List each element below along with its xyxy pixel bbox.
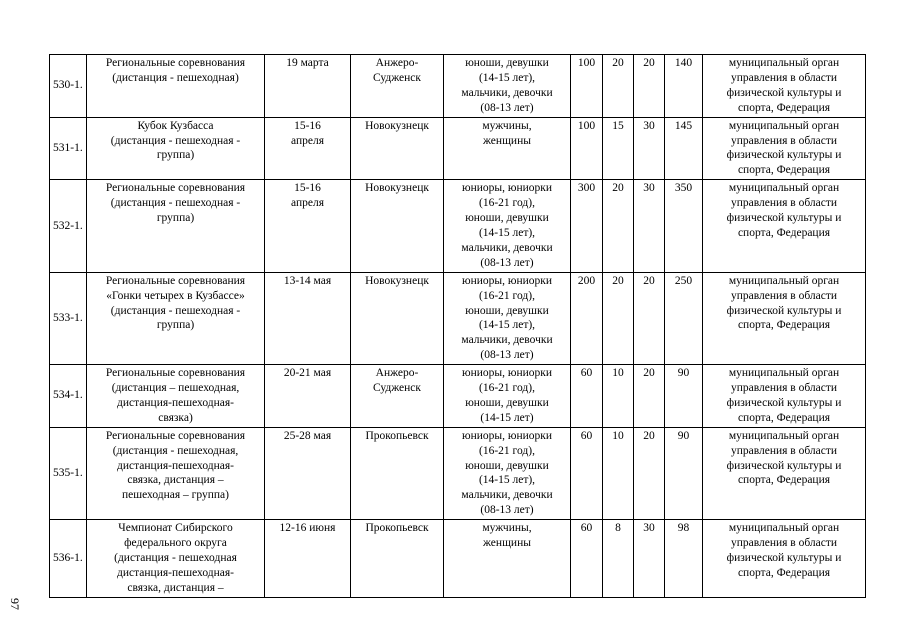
judges-count: 10 (603, 365, 634, 428)
organizer: муниципальный орган управления в области физической культуры и спорта, Федерация (703, 520, 866, 598)
event-date: 13-14 мая (265, 272, 351, 364)
events-table (49, 54, 866, 598)
total-count: 350 (665, 180, 703, 272)
event-place: Прокопьевск (351, 427, 444, 519)
participant-category: юноши, девушки (14-15 лет), мальчики, девочки (08-13 лет) (444, 55, 571, 118)
judges-count: 8 (603, 520, 634, 598)
organizer: муниципальный орган управления в области физической культуры и спорта, Федерация (703, 117, 866, 180)
organizer: муниципальный орган управления в области физической культуры и спорта, Федерация (703, 427, 866, 519)
event-place: Прокопьевск (351, 520, 444, 598)
judges-count: 15 (603, 117, 634, 180)
event-name: Региональные соревнования (дистанция - пешеходная - группа) (87, 180, 265, 272)
row-number: 531-1. (50, 117, 87, 180)
event-name: Чемпионат Сибирского федерального округа (дистанция - пешеходная дистанция-пешеходная- связка, дистанция – (87, 520, 265, 598)
events-table-body (50, 55, 866, 598)
event-place: Новокузнецк (351, 117, 444, 180)
table-row (50, 117, 866, 180)
table-row (50, 55, 866, 118)
row-number: 536-1. (50, 520, 87, 598)
coaches-count: 30 (634, 117, 665, 180)
table-row (50, 365, 866, 428)
event-name: Региональные соревнования «Гонки четырех в Кузбассе» (дистанция - пешеходная - группа) (87, 272, 265, 364)
participant-category: мужчины, женщины (444, 520, 571, 598)
participant-category: юниоры, юниорки (16-21 год), юноши, девушки (14-15 лет), мальчики, девочки (08-13 лет) (444, 427, 571, 519)
participants-count: 200 (571, 272, 603, 364)
judges-count: 20 (603, 272, 634, 364)
event-date: 15-16 апреля (265, 180, 351, 272)
event-name: Региональные соревнования (дистанция - пешеходная) (87, 55, 265, 118)
organizer: муниципальный орган управления в области физической культуры и спорта, Федерация (703, 272, 866, 364)
organizer: муниципальный орган управления в области физической культуры и спорта, Федерация (703, 55, 866, 118)
total-count: 90 (665, 427, 703, 519)
coaches-count: 20 (634, 427, 665, 519)
row-number: 530-1. (50, 55, 87, 118)
participants-count: 60 (571, 520, 603, 598)
table-row (50, 180, 866, 272)
row-number: 535-1. (50, 427, 87, 519)
table-row (50, 427, 866, 519)
event-name: Региональные соревнования (дистанция – пешеходная, дистанция-пешеходная- связка) (87, 365, 265, 428)
event-date: 12-16 июня (265, 520, 351, 598)
event-name: Региональные соревнования (дистанция - пешеходная, дистанция-пешеходная- связка, дистанция – пешеходная – группа) (87, 427, 265, 519)
organizer: муниципальный орган управления в области физической культуры и спорта, Федерация (703, 180, 866, 272)
row-number: 533-1. (50, 272, 87, 364)
event-place: Анжеро- Судженск (351, 365, 444, 428)
judges-count: 20 (603, 180, 634, 272)
participant-category: юниоры, юниорки (16-21 год), юноши, девушки (14-15 лет), мальчики, девочки (08-13 лет) (444, 272, 571, 364)
participant-category: юниоры, юниорки (16-21 год), юноши, девушки (14-15 лет), мальчики, девочки (08-13 лет) (444, 180, 571, 272)
coaches-count: 30 (634, 520, 665, 598)
total-count: 145 (665, 117, 703, 180)
event-place: Анжеро- Судженск (351, 55, 444, 118)
participant-category: мужчины, женщины (444, 117, 571, 180)
event-place: Новокузнецк (351, 272, 444, 364)
event-date: 25-28 мая (265, 427, 351, 519)
coaches-count: 20 (634, 55, 665, 118)
participants-count: 60 (571, 365, 603, 428)
total-count: 140 (665, 55, 703, 118)
row-number: 534-1. (50, 365, 87, 428)
table-row (50, 272, 866, 364)
total-count: 98 (665, 520, 703, 598)
total-count: 90 (665, 365, 703, 428)
participant-category: юниоры, юниорки (16-21 год), юноши, девушки (14-15 лет) (444, 365, 571, 428)
event-date: 20-21 мая (265, 365, 351, 428)
page-number: 97 (8, 598, 22, 610)
coaches-count: 20 (634, 272, 665, 364)
organizer: муниципальный орган управления в области физической культуры и спорта, Федерация (703, 365, 866, 428)
participants-count: 300 (571, 180, 603, 272)
participants-count: 60 (571, 427, 603, 519)
total-count: 250 (665, 272, 703, 364)
row-number: 532-1. (50, 180, 87, 272)
event-date: 19 марта (265, 55, 351, 118)
coaches-count: 30 (634, 180, 665, 272)
judges-count: 10 (603, 427, 634, 519)
event-place: Новокузнецк (351, 180, 444, 272)
participants-count: 100 (571, 55, 603, 118)
judges-count: 20 (603, 55, 634, 118)
coaches-count: 20 (634, 365, 665, 428)
participants-count: 100 (571, 117, 603, 180)
event-date: 15-16 апреля (265, 117, 351, 180)
table-row (50, 520, 866, 598)
event-name: Кубок Кузбасса (дистанция - пешеходная - группа) (87, 117, 265, 180)
